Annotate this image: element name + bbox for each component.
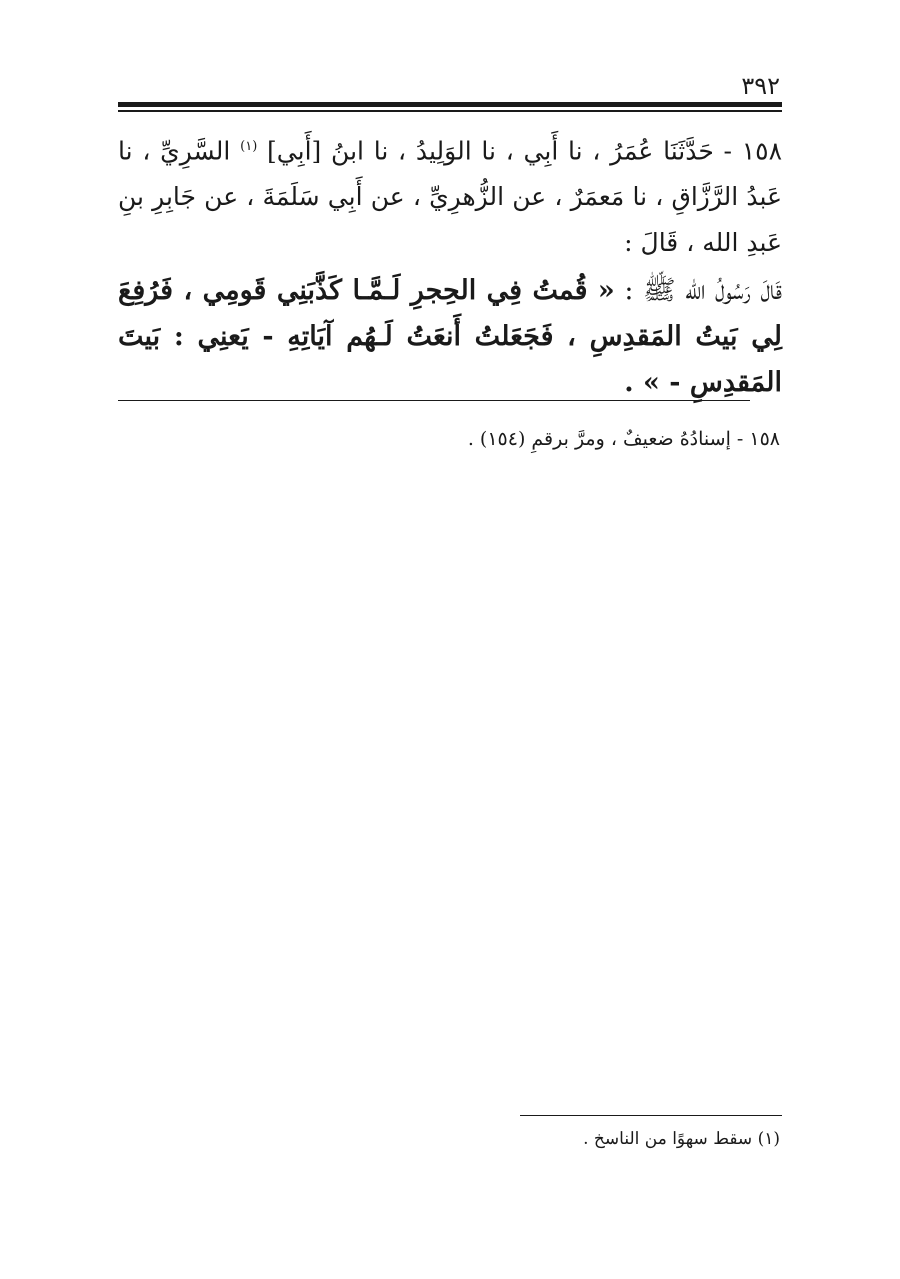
takhrij-separator: [118, 400, 750, 401]
hadith-matn: [118, 268, 782, 406]
header-rule: [118, 102, 782, 107]
footnote-reference: (١): [240, 139, 258, 154]
takhrij-note: ١٥٨ - إسنادُهُ ضعيفٌ ، ومرَّ برقمِ (١٥٤) .: [467, 428, 780, 450]
hadith-isnad: [118, 124, 782, 266]
matn-intro: قَالَ رَسُولُ الله ﷺ :: [624, 275, 782, 307]
footnote-1: (١) سقط سهوًا من الناسخ .: [583, 1129, 780, 1149]
matn-quote: « قُمتُ فِي الحِجرِ لَـمَّـا كَذَّبَنِي قَومِي ، فَرُفِعَ لِي بَيتُ المَقدِسِ ، فَجَعَلتُ أَنعَتُ لَـهُم آيَاتِهِ - يَعنِي : بَيتَ المَقدِسِ - » .: [118, 275, 782, 399]
footnote-rule: [520, 1115, 782, 1116]
header-rule-thin: [118, 110, 782, 112]
isnad-text: ١٥٨ - حَدَّثَنَا عُمَرُ ، نا أَبِي ، نا الوَلِيدُ ، نا ابنُ [أَبِي]: [267, 136, 783, 166]
isnad-continuation: السَّرِيِّ ، نا عَبدُ الرَّزَّاقِ ، نا مَعمَرٌ ، عن الزُّهرِيِّ ، عن أَبِي سَلَمَةَ ، عن جَابِرِ بنِ عَبدِ الله ، قَالَ :: [118, 136, 782, 258]
page-number: ٣٩٢: [741, 72, 780, 100]
hadith-body: [118, 124, 782, 406]
